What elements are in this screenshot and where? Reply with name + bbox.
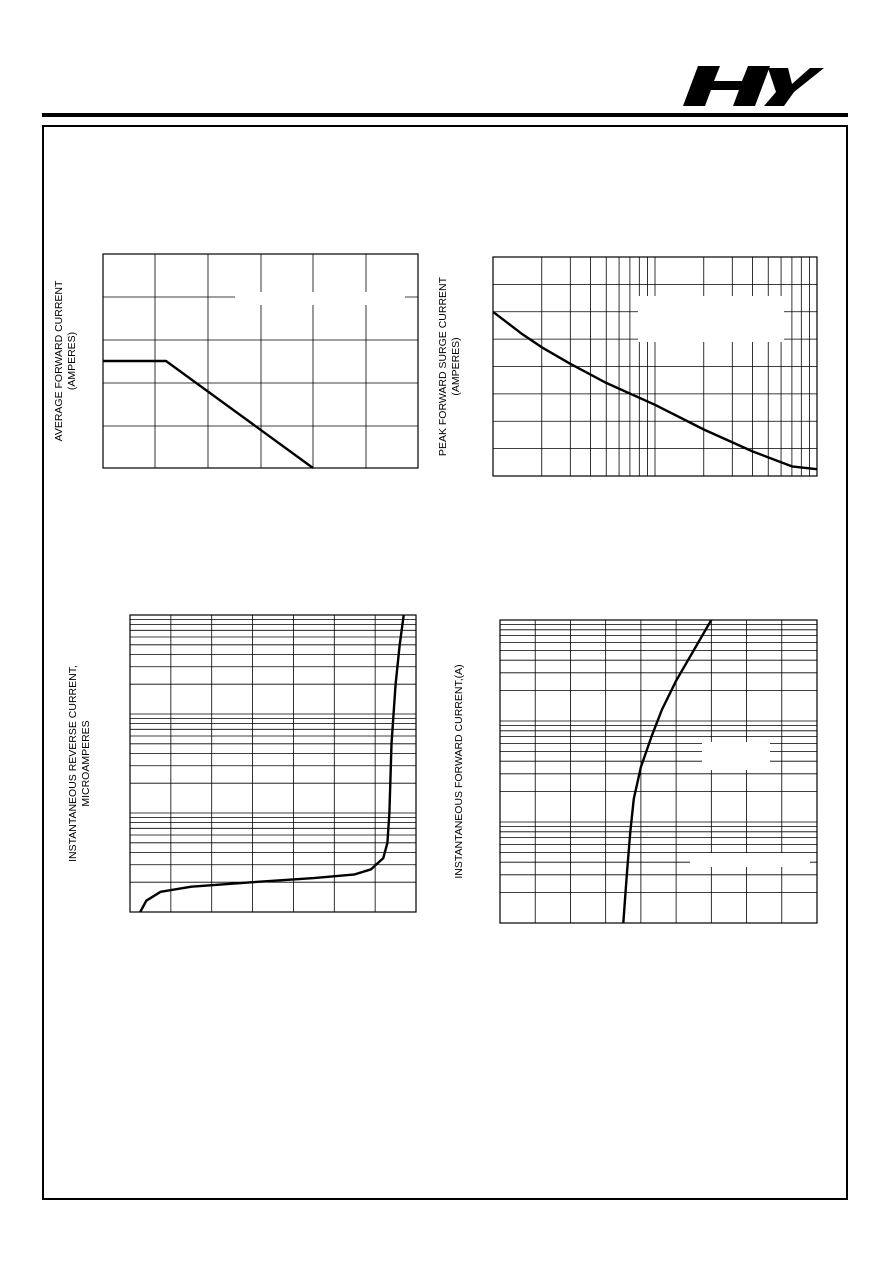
legend-blank-area (690, 853, 810, 867)
y-axis-label-line-1: INSTANTANEOUS FORWARD CURRENT,(A) (453, 664, 465, 879)
legend-blank-area (235, 292, 405, 305)
legend-blank-area (638, 296, 784, 342)
series-line-0 (623, 620, 711, 923)
chart-3 (67, 615, 416, 912)
y-axis-label-line-2: (AMPERES) (450, 337, 462, 396)
y-axis-label-line-1: INSTANTANEOUS REVERSE CURRENT, (67, 665, 79, 862)
chart-1 (53, 254, 418, 468)
plot-frame (500, 620, 817, 923)
y-axis-label-line-2: MICROAMPERES (80, 720, 92, 807)
chart-2 (437, 257, 817, 476)
legend-blank-area (702, 742, 770, 770)
y-axis-label-line-2: (AMPERES) (66, 331, 78, 391)
y-axis-label-line-1: AVERAGE FORWARD CURRENT (53, 280, 65, 442)
chart-4 (453, 620, 817, 923)
series-line-0 (140, 615, 404, 912)
y-axis-label-line-1: PEAK FORWARD SURGE CURRENT (437, 276, 449, 457)
